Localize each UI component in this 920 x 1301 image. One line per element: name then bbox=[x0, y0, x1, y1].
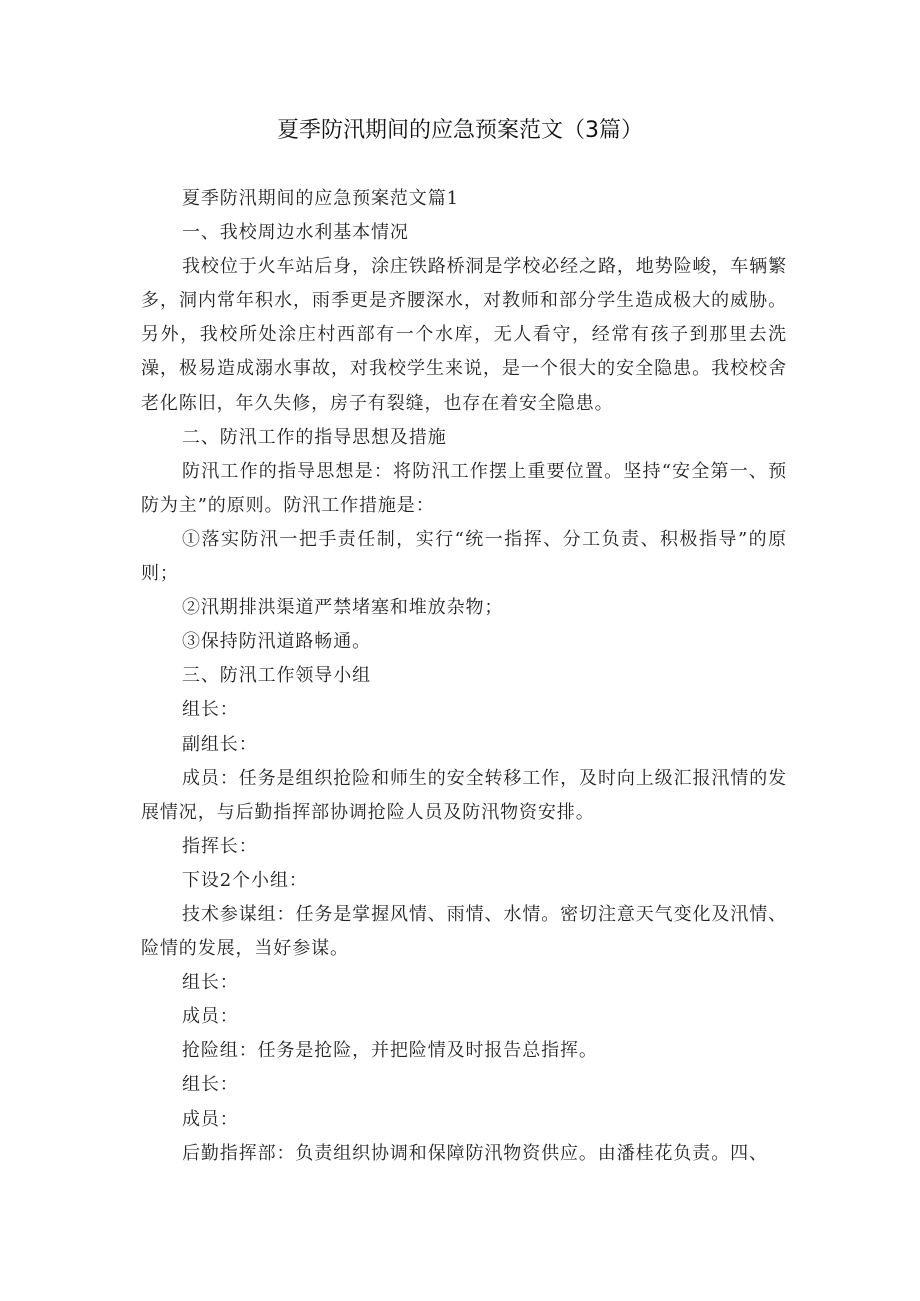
list-item: ②汛期排洪渠道严禁堵塞和堆放杂物； bbox=[182, 597, 504, 619]
paragraph: 下设2个小组： bbox=[182, 869, 308, 891]
paragraph: 成员：任务是组织抢险和师生的安全转移工作，及时向上级汇报汛情的发展情况，与后勤指挥部协调抢险人员及防汛物资安排。 bbox=[141, 767, 787, 823]
section-heading: 二、防汛工作的指导思想及措施 bbox=[182, 426, 447, 448]
paragraph: 组长： bbox=[182, 1074, 239, 1096]
paragraph: 技术参谋组：任务是掌握风情、雨情、水情。密切注意天气变化及汛情、险情的发展，当好参谋。 bbox=[141, 903, 787, 960]
section-heading: 一、我校周边水利基本情况 bbox=[182, 222, 409, 244]
document-body bbox=[141, 182, 787, 1171]
list-item: ③保持防汛道路畅通。 bbox=[182, 631, 371, 653]
paragraph: 组长： bbox=[182, 972, 239, 994]
section-heading: 三、防汛工作领导小组 bbox=[182, 665, 371, 687]
paragraph: 防汛工作的指导思想是：将防汛工作摆上重要位置。坚持“安全第一、预防为主”的原则。防汛工作措施是： bbox=[141, 460, 787, 516]
subtitle: 夏季防汛期间的应急预案范文篇1 bbox=[182, 188, 459, 209]
paragraph: 后勤指挥部：负责组织协调和保障防汛物资供应。由潘桂花负责。四、 bbox=[182, 1142, 768, 1164]
paragraph: 我校位于火车站后身，涂庄铁路桥洞是学校必经之路，地势险峻，车辆繁多，洞内常年积水，雨季更是齐腰深水，对教师和部分学生造成极大的威胁。另外，我校所处涂庄村西部有一个水库，无人看守，经常有孩子到那里去洗澡，极易造成溺水事故，对我校学生来说，是一个很大的安全隐患。我校校舍老化陈旧，年久失修，房子有裂缝，也存在着安全隐患。 bbox=[141, 256, 787, 414]
document-title: 夏季防汛期间的应急预案范文（3篇） bbox=[277, 118, 643, 143]
list-item: ①落实防汛一把手责任制，实行“统一指挥、分工负责、积极指导”的原则； bbox=[141, 528, 787, 585]
paragraph: 成员： bbox=[182, 1108, 239, 1130]
paragraph: 组长： bbox=[182, 699, 239, 721]
paragraph: 指挥长： bbox=[182, 835, 258, 857]
paragraph: 副组长： bbox=[182, 733, 258, 755]
paragraph: 抢险组：任务是抢险，并把险情及时报告总指挥。 bbox=[182, 1040, 598, 1062]
paragraph: 成员： bbox=[182, 1006, 239, 1028]
